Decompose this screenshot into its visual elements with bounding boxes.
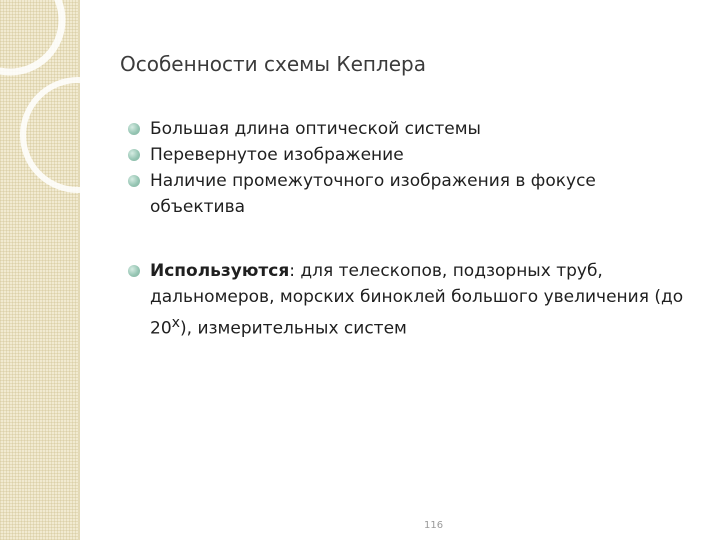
bullet-text: Наличие промежуточного изображения в фокусе объектива bbox=[150, 171, 596, 217]
bullet-item bbox=[128, 142, 688, 168]
bullet-text: : для телескопов, подзорных труб, дальномеров, морских биноклей большого увеличения (до 20 bbox=[150, 261, 684, 339]
bullet-text-end: ), измерительных систем bbox=[180, 318, 407, 339]
bullet-marker-icon bbox=[128, 265, 140, 277]
bullet-text: Большая длина оптической системы bbox=[150, 119, 481, 139]
bullet-item bbox=[128, 258, 688, 342]
bullet-marker-icon bbox=[128, 149, 140, 161]
bullet-marker-icon bbox=[128, 175, 140, 187]
bullet-list bbox=[128, 116, 688, 342]
bullet-item bbox=[128, 116, 688, 142]
slide-title: Особенности схемы Кеплера bbox=[120, 52, 426, 76]
bullet-item bbox=[128, 168, 688, 220]
page-number: 116 bbox=[424, 520, 444, 531]
bullet-marker-icon bbox=[128, 123, 140, 135]
bullet-text: Перевернутое изображение bbox=[150, 145, 404, 165]
bullet-term: Используются bbox=[150, 261, 290, 281]
magnification-superscript: x bbox=[171, 315, 181, 331]
decorative-circles bbox=[0, 0, 110, 210]
